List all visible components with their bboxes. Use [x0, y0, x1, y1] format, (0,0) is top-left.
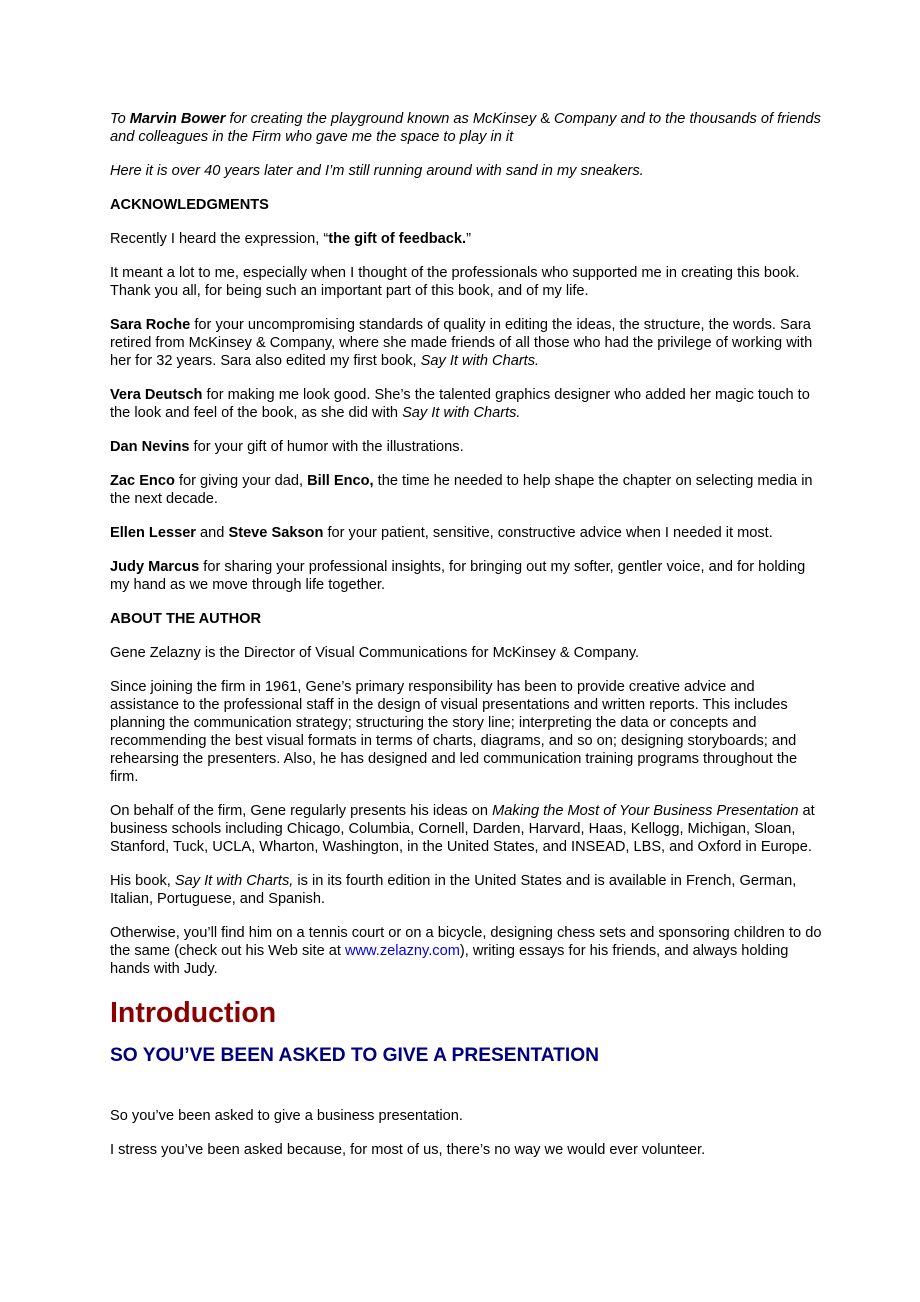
dan-paragraph: [110, 438, 825, 456]
vera-name: Vera Deutsch: [110, 387, 203, 403]
dan-text: for your gift of humor with the illustrations.: [189, 439, 464, 455]
dedication: [110, 110, 825, 180]
sara-book-title: Say It with Charts.: [420, 353, 540, 369]
about-paragraph-1: Gene Zelazny is the Director of Visual Communications for McKinsey & Company.: [110, 645, 640, 661]
judy-paragraph: [110, 558, 825, 594]
vera-book-title: Say It with Charts.: [402, 405, 521, 421]
dedication-middle: for creating the playground known as McKinsey: [225, 111, 541, 127]
about-p5-suffix: ), writing essays for his friends, and always holding hands with Judy.: [110, 943, 789, 977]
dan-name: Dan Nevins: [110, 439, 190, 455]
dedication-name: Marvin Bower: [129, 111, 226, 127]
about-p4-prefix: His book,: [110, 873, 175, 889]
book-title: Say It with Charts,: [174, 873, 294, 889]
dedication-ampersand: &: [540, 111, 550, 127]
gift-phrase: the gift of feedback.: [328, 231, 467, 247]
ellen-steve-text: for your patient, sensitive, constructive advice when I needed it most.: [323, 525, 773, 541]
presentation-title: Making the Most of Your Business Presentation: [492, 803, 799, 819]
acknowledgments-heading: ACKNOWLEDGMENTS: [110, 197, 269, 213]
ellen-steve-paragraph: [110, 524, 825, 542]
vera-text: for making me look good. She’s the talented graphics designer who added her magic touch to the look and feel of the book, as she did with: [110, 387, 810, 421]
document-page: [110, 110, 825, 1175]
introduction-paragraph-1: So you’ve been asked to give a business presentation.: [110, 1108, 463, 1124]
gift-prefix: Recently I heard the expression, “: [110, 231, 329, 247]
gift-suffix: ”: [466, 231, 471, 247]
and-text: and: [196, 525, 229, 541]
zac-text-2: the time he needed to help shape the chapter on selecting media in the next decade.: [110, 473, 813, 507]
about-paragraph-4: [110, 872, 825, 908]
sara-name: Sara Roche: [110, 317, 191, 333]
dedication-paragraph: [110, 110, 825, 146]
dedication-suffix: Company and to the thousands of friends and colleagues in the Firm who gave me the space to play in it: [110, 111, 821, 145]
steve-name: Steve Sakson: [228, 525, 324, 541]
about-p5-prefix: Otherwise, you’ll find him on a tennis court or on a bicycle, designing chess sets and sponsoring children to do the same (check out his Web site at: [110, 925, 822, 959]
about-paragraph-2: Since joining the firm in 1961, Gene’s primary responsibility has been to provide creative advice and assistance to the professional staff in the design of visual presentations and written reports. This includes planning the communication strategy; structuring the story line; interpreting the data or concepts and recommending the best visual formats in terms of charts, diagrams, and so on; designing storyboards; and rehearsing the presenters. Also, he has designed and led communication training programs throughout the firm.: [110, 679, 798, 785]
sara-text: for your uncompromising standards of quality in editing the ideas, the structure, the words. Sara retired from McKinsey & Company, where she made friends of all those who had the privilege of working with her for 32 years. Sara also edited my first book,: [110, 317, 813, 369]
introduction-title: Introduction: [110, 997, 277, 1029]
dedication-sand-line: Here it is over 40 years later and I’m still running around with sand in my sneakers.: [110, 163, 644, 179]
introduction-paragraph-2: I stress you’ve been asked because, for most of us, there’s no way we would ever volunteer.: [110, 1142, 706, 1158]
gift-of-feedback-paragraph: [110, 230, 825, 248]
ellen-name: Ellen Lesser: [110, 525, 196, 541]
about-p3-suffix: at business schools including Chicago, Columbia, Cornell, Darden, Harvard, Haas, Kellogg, Michigan, Sloan, Stanford, Tuck, UCLA, Wharton, Washington, in the United States, and INSEAD, LBS, and Oxford in Europe.: [110, 803, 815, 855]
judy-text: for sharing your professional insights, for bringing out my softer, gentler voice, and for holding my hand as we move through life together.: [110, 559, 806, 593]
judy-name: Judy Marcus: [110, 559, 200, 575]
website-link[interactable]: www.zelazny.com: [344, 943, 460, 959]
vera-paragraph: [110, 386, 825, 422]
about-paragraph-5: [110, 924, 825, 978]
introduction-subtitle: SO YOU’VE BEEN ASKED TO GIVE A PRESENTATION: [110, 1045, 600, 1066]
dedication-prefix: To: [110, 111, 130, 127]
about-p4-suffix: is in its fourth edition in the United States and is available in French, German, Italian, Portuguese, and Spanish.: [110, 873, 797, 907]
bill-name: Bill Enco,: [307, 473, 374, 489]
zac-name: Zac Enco: [110, 473, 175, 489]
zac-paragraph: [110, 472, 825, 508]
about-author-heading: ABOUT THE AUTHOR: [110, 611, 262, 627]
about-p3-prefix: On behalf of the firm, Gene regularly presents his ideas on: [110, 803, 493, 819]
meant-paragraph: It meant a lot to me, especially when I thought of the professionals who supported me in creating this book. Thank you all, for being such an important part of this book, and of my life.: [110, 265, 800, 299]
sara-paragraph: [110, 316, 825, 370]
about-paragraph-3: [110, 802, 825, 856]
zac-text-1: for giving your dad,: [174, 473, 308, 489]
